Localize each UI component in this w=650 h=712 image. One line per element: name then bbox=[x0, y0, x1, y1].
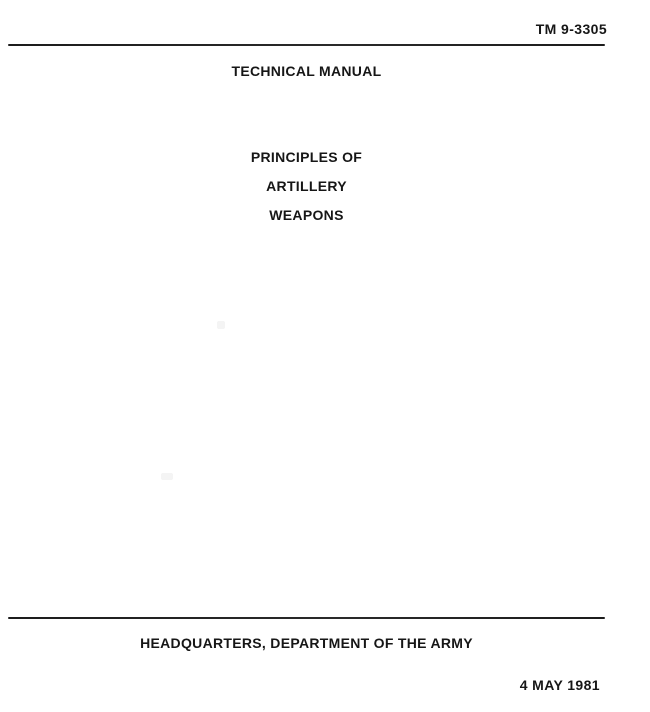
title-line-3: WEAPONS bbox=[269, 207, 344, 223]
bottom-rule bbox=[8, 617, 605, 619]
title-line-2: ARTILLERY bbox=[266, 178, 347, 194]
tm-number: TM 9-3305 bbox=[535, 21, 607, 37]
scan-artifact bbox=[161, 473, 173, 480]
issuer-line: HEADQUARTERS, DEPARTMENT OF THE ARMY bbox=[140, 635, 473, 651]
publication-date: 4 MAY 1981 bbox=[519, 677, 600, 693]
title-block bbox=[8, 151, 605, 238]
top-rule bbox=[8, 44, 605, 46]
title-line-1: PRINCIPLES OF bbox=[250, 149, 363, 165]
document-type-heading: TECHNICAL MANUAL bbox=[231, 63, 382, 79]
scan-artifact bbox=[217, 321, 225, 329]
